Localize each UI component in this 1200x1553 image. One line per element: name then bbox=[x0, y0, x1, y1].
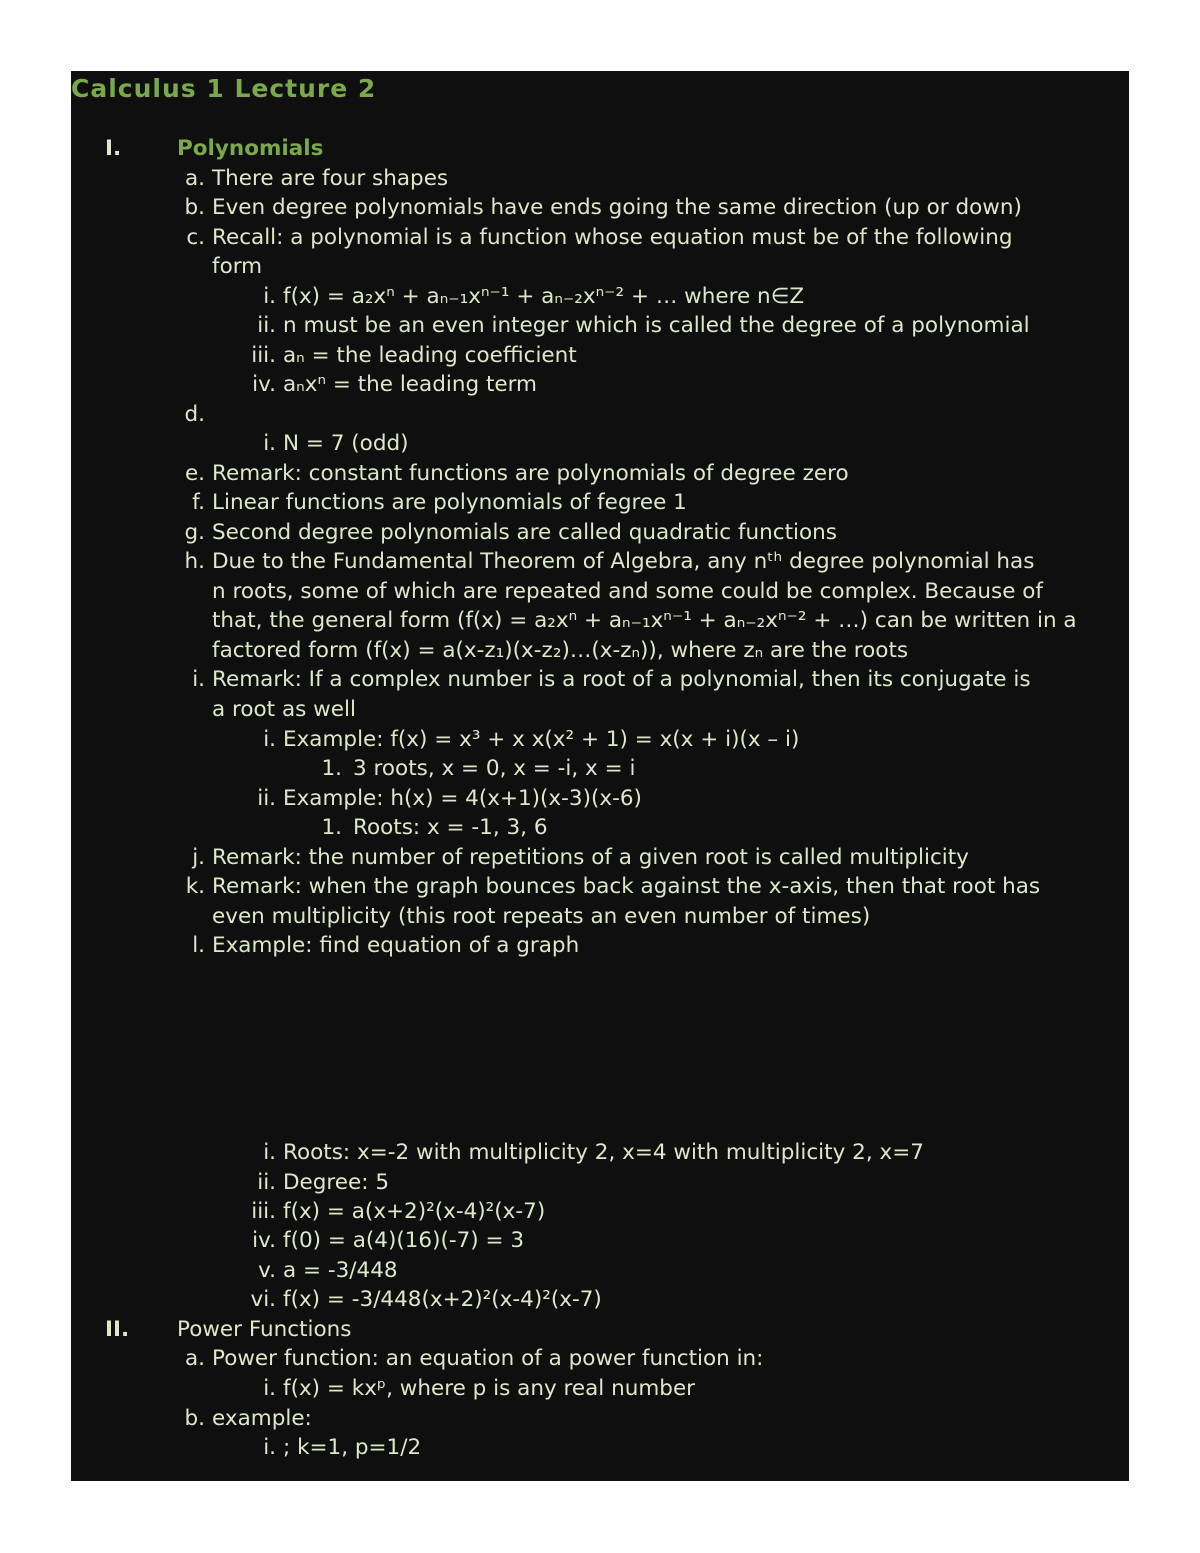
outline-item bbox=[71, 547, 1129, 577]
item-marker: e. bbox=[184, 461, 205, 486]
outline-item bbox=[71, 784, 1129, 814]
item-marker: iv. bbox=[252, 372, 276, 397]
outline-item bbox=[71, 1404, 1129, 1434]
outline-item bbox=[71, 488, 1129, 518]
outline-item bbox=[71, 577, 1129, 607]
outline-item bbox=[71, 429, 1129, 459]
item-text: Remark: the number of repetitions of a given root is called multiplicity bbox=[212, 845, 969, 870]
outline-item bbox=[71, 636, 1129, 666]
item-marker: i. bbox=[263, 1435, 276, 1460]
item-text: Example: f(x) = x³ + x x(x² + 1) = x(x + i)(x – i) bbox=[283, 727, 800, 752]
outline-item bbox=[71, 1285, 1129, 1315]
item-marker: i. bbox=[263, 1376, 276, 1401]
document-page bbox=[71, 71, 1129, 1481]
item-text: Remark: constant functions are polynomials of degree zero bbox=[212, 461, 849, 486]
item-marker: ii. bbox=[257, 313, 276, 338]
outline-item bbox=[71, 843, 1129, 873]
item-text: f(x) = a(x+2)²(x-4)²(x-7) bbox=[283, 1199, 546, 1224]
item-marker: 1. bbox=[321, 756, 342, 781]
outline-item bbox=[71, 1433, 1129, 1463]
item-marker: h. bbox=[184, 549, 205, 574]
outline-item bbox=[71, 1344, 1129, 1374]
item-text: even multiplicity (this root repeats an even number of times) bbox=[212, 904, 871, 929]
item-text: Power function: an equation of a power function in: bbox=[212, 1346, 764, 1371]
item-text: that, the general form (f(x) = a₂xⁿ + aₙ₋₁xⁿ⁻¹ + aₙ₋₂xⁿ⁻² + …) can be written in a bbox=[212, 608, 1077, 633]
item-marker: g. bbox=[184, 520, 205, 545]
item-marker: II. bbox=[105, 1317, 130, 1342]
item-marker: l. bbox=[192, 933, 205, 958]
item-text: form bbox=[212, 254, 263, 279]
item-text: Due to the Fundamental Theorem of Algebra, any nᵗʰ degree polynomial has bbox=[212, 549, 1035, 574]
item-marker: i. bbox=[263, 431, 276, 456]
item-text: N = 7 (odd) bbox=[283, 431, 409, 456]
item-text: Linear functions are polynomials of fegree 1 bbox=[212, 490, 687, 515]
outline-item bbox=[71, 754, 1129, 784]
outline-item bbox=[71, 341, 1129, 371]
outline-item bbox=[71, 400, 1129, 430]
outline-item bbox=[71, 872, 1129, 902]
item-text: Remark: when the graph bounces back against the x-axis, then that root has bbox=[212, 874, 1041, 899]
item-text: Example: find equation of a graph bbox=[212, 933, 580, 958]
item-marker: ii. bbox=[257, 786, 276, 811]
item-marker: I. bbox=[105, 136, 122, 161]
outline-item bbox=[71, 1197, 1129, 1227]
item-text: Recall: a polynomial is a function whose equation must be of the following bbox=[212, 225, 1013, 250]
item-text: f(x) = a₂xⁿ + aₙ₋₁xⁿ⁻¹ + aₙ₋₂xⁿ⁻² + … where n∈Z bbox=[283, 284, 805, 309]
item-text: a = -3/448 bbox=[283, 1258, 398, 1283]
item-text: n roots, some of which are repeated and some could be complex. Because of bbox=[212, 579, 1043, 604]
item-text: factored form (f(x) = a(x-z₁)(x-z₂)…(x-zₙ)), where zₙ are the roots bbox=[212, 638, 909, 663]
item-text: a root as well bbox=[212, 697, 356, 722]
item-marker: i. bbox=[263, 727, 276, 752]
item-text: ; k=1, p=1/2 bbox=[283, 1435, 422, 1460]
item-marker: a. bbox=[184, 166, 205, 191]
item-text: Power Functions bbox=[177, 1317, 352, 1342]
outline-item bbox=[71, 282, 1129, 312]
outline-item bbox=[71, 1374, 1129, 1404]
item-text: aₙ = the leading coefficient bbox=[283, 343, 577, 368]
item-text: f(x) = -3/448(x+2)²(x-4)²(x-7) bbox=[283, 1287, 602, 1312]
item-marker: b. bbox=[184, 1406, 205, 1431]
outline-item bbox=[71, 193, 1129, 223]
item-text: Example: h(x) = 4(x+1)(x-3)(x-6) bbox=[283, 786, 642, 811]
item-text: Polynomials bbox=[177, 136, 324, 161]
item-marker: i. bbox=[263, 284, 276, 309]
outline-item bbox=[71, 902, 1129, 932]
item-text: Remark: If a complex number is a root of a polynomial, then its conjugate is bbox=[212, 667, 1031, 692]
item-marker: 1. bbox=[321, 815, 342, 840]
outline-item bbox=[71, 223, 1129, 253]
item-marker: vi. bbox=[250, 1287, 276, 1312]
item-marker: ii. bbox=[257, 1170, 276, 1195]
item-text: aₙxⁿ = the leading term bbox=[283, 372, 538, 397]
item-marker: k. bbox=[185, 874, 205, 899]
item-marker: j. bbox=[192, 845, 205, 870]
outline-item bbox=[71, 665, 1129, 695]
item-text: example: bbox=[212, 1406, 312, 1431]
item-text: n must be an even integer which is called the degree of a polynomial bbox=[283, 313, 1030, 338]
outline-item bbox=[71, 164, 1129, 194]
item-marker: iv. bbox=[252, 1228, 276, 1253]
item-text: f(x) = kxᵖ, where p is any real number bbox=[283, 1376, 696, 1401]
outline-item bbox=[71, 606, 1129, 636]
outline-item bbox=[71, 1168, 1129, 1198]
outline-item bbox=[71, 931, 1129, 961]
item-text: Degree: 5 bbox=[283, 1170, 390, 1195]
outline-item bbox=[71, 1138, 1129, 1168]
item-marker: i. bbox=[192, 667, 205, 692]
item-marker: c. bbox=[186, 225, 205, 250]
item-marker: i. bbox=[263, 1140, 276, 1165]
outline-item bbox=[71, 370, 1129, 400]
outline-item bbox=[71, 459, 1129, 489]
section-heading bbox=[71, 134, 1129, 164]
item-marker: iii. bbox=[251, 1199, 276, 1224]
item-marker: iii. bbox=[251, 343, 276, 368]
item-text: Roots: x = -1, 3, 6 bbox=[353, 815, 548, 840]
item-text: Even degree polynomials have ends going the same direction (up or down) bbox=[212, 195, 1022, 220]
item-text: 3 roots, x = 0, x = -i, x = i bbox=[353, 756, 636, 781]
item-text: Roots: x=-2 with multiplicity 2, x=4 with multiplicity 2, x=7 bbox=[283, 1140, 924, 1165]
outline-item bbox=[71, 725, 1129, 755]
outline-item bbox=[71, 252, 1129, 282]
outline-item bbox=[71, 518, 1129, 548]
item-marker: v. bbox=[258, 1258, 276, 1283]
outline-item bbox=[71, 1256, 1129, 1286]
item-marker: a. bbox=[184, 1346, 205, 1371]
item-text: f(0) = a(4)(16)(-7) = 3 bbox=[283, 1228, 525, 1253]
document-title: Calculus 1 Lecture 2 bbox=[71, 74, 377, 103]
item-marker: d. bbox=[184, 402, 205, 427]
item-marker: b. bbox=[184, 195, 205, 220]
outline-item bbox=[71, 813, 1129, 843]
item-marker: f. bbox=[192, 490, 205, 515]
item-text: There are four shapes bbox=[212, 166, 449, 191]
section-heading bbox=[71, 1315, 1129, 1345]
outline-item bbox=[71, 1226, 1129, 1256]
outline-item bbox=[71, 311, 1129, 341]
item-text: Second degree polynomials are called quadratic functions bbox=[212, 520, 837, 545]
outline-item bbox=[71, 695, 1129, 725]
